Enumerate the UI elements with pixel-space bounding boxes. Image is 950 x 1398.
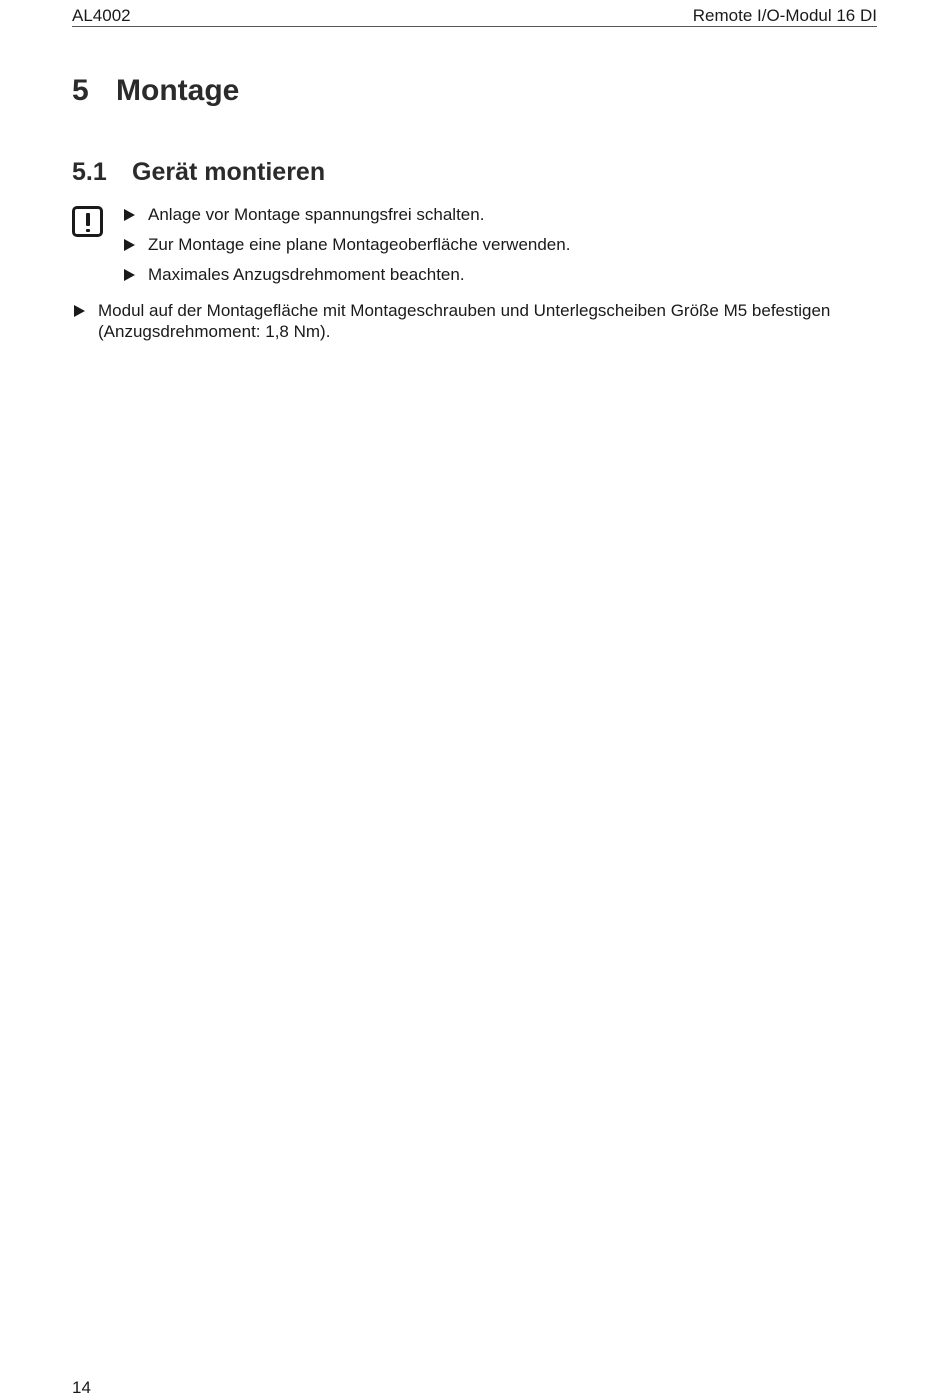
warning-item — [124, 204, 824, 226]
subsection-heading — [72, 158, 325, 187]
page-header — [72, 4, 877, 27]
section-number: 5 — [72, 74, 89, 107]
bullet-triangle-icon — [74, 305, 85, 317]
subsection-number: 5.1 — [72, 158, 107, 186]
page-number: 14 — [72, 1378, 91, 1397]
instruction-line-2: (Anzugsdrehmoment: 1,8 Nm). — [98, 322, 331, 341]
bullet-triangle-icon — [124, 269, 135, 281]
subsection-title: Gerät montieren — [132, 158, 326, 186]
document-id: AL4002 — [72, 6, 131, 25]
section-title: Montage — [116, 74, 240, 107]
warning-item-text: Anlage vor Montage spannungsfrei schalten. — [148, 205, 485, 224]
instruction-step — [74, 300, 874, 344]
warning-item — [124, 234, 824, 256]
instruction-line-1: Modul auf der Montagefläche mit Montageschrauben und Unterlegscheiben Größe M5 befestigen — [98, 301, 831, 320]
instruction-text — [98, 300, 878, 342]
section-heading — [72, 74, 239, 108]
bullet-triangle-icon — [124, 209, 135, 221]
document-title: Remote I/O-Modul 16 DI — [692, 6, 877, 25]
warning-item-text: Maximales Anzugsdrehmoment beachten. — [148, 265, 465, 284]
warning-item — [124, 264, 824, 286]
bullet-triangle-icon — [124, 239, 135, 251]
warning-item-text: Zur Montage eine plane Montageoberfläche verwenden. — [148, 235, 571, 254]
warning-exclamation-icon — [72, 206, 103, 237]
